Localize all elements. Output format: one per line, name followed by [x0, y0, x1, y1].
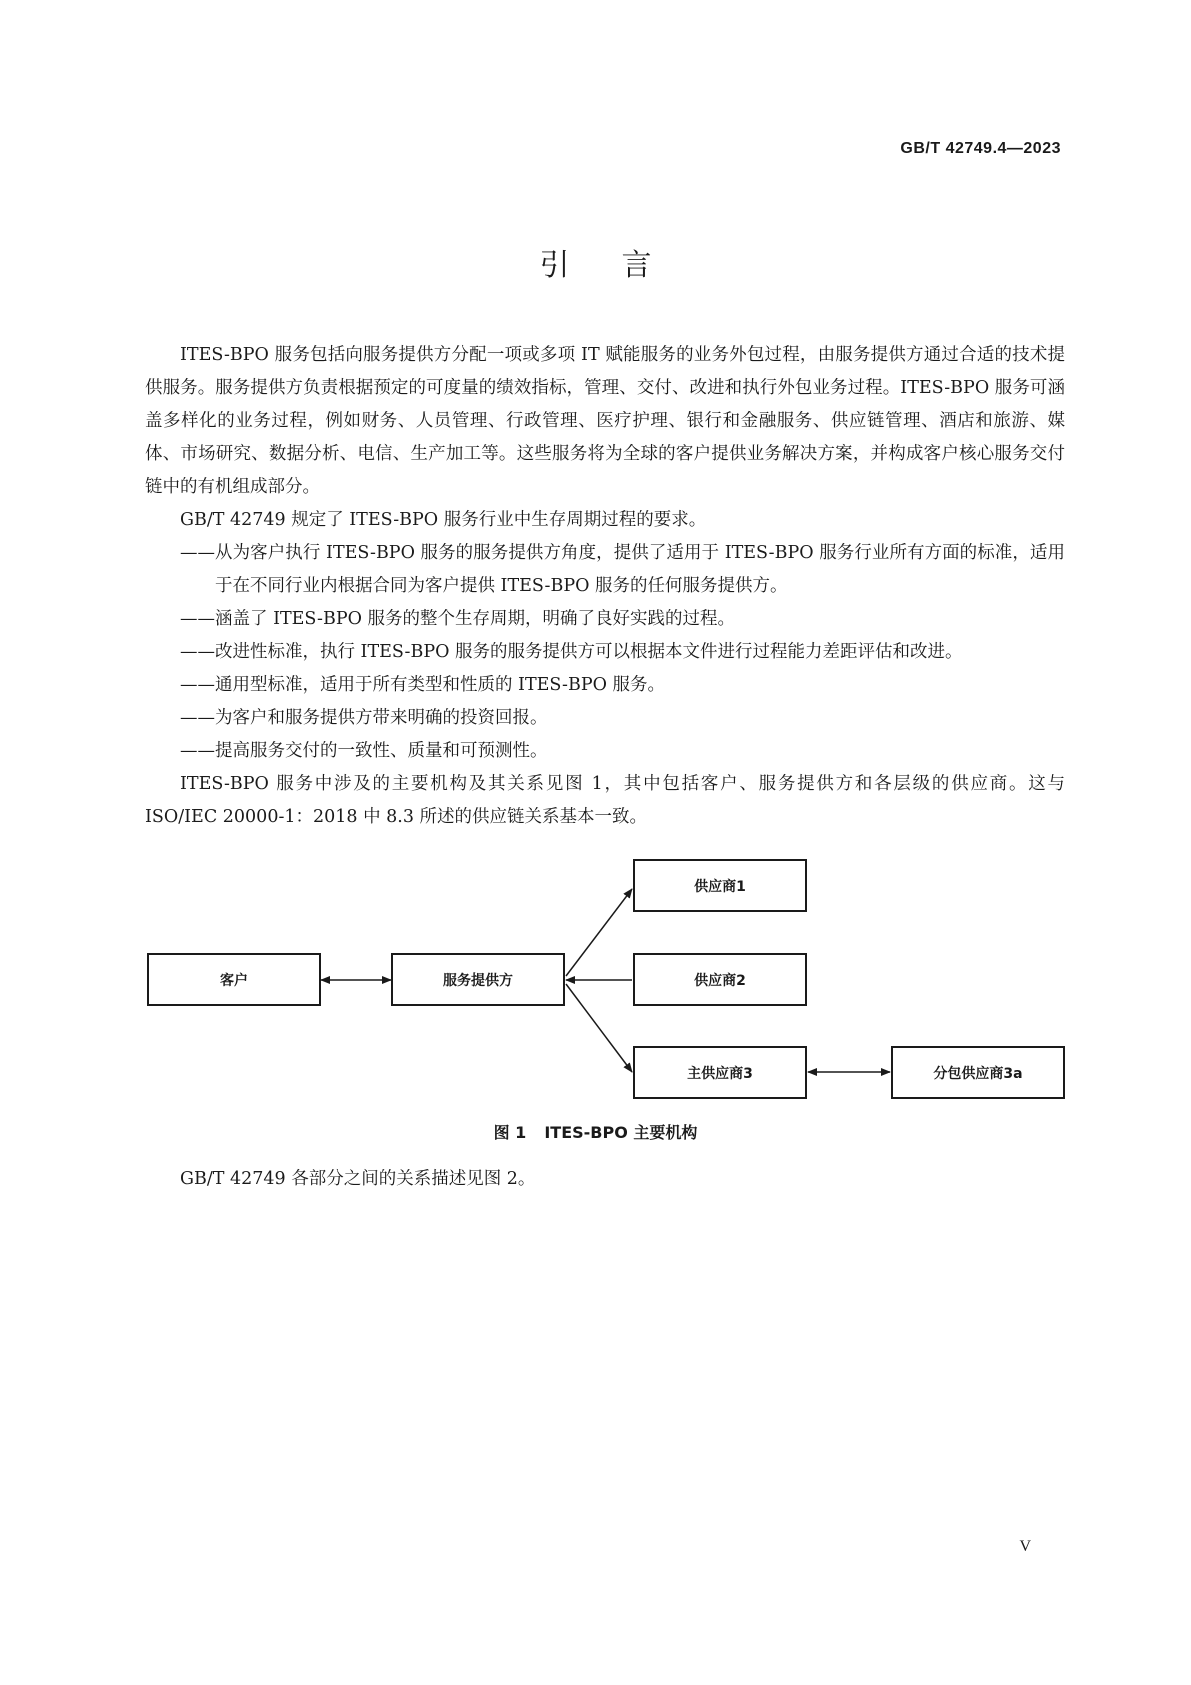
- figure-caption-number: 图 1: [493, 1123, 527, 1142]
- provider-supplier1-connector: [566, 889, 632, 976]
- intro-paragraph: GB/T 42749 规定了 ITES-BPO 服务行业中生存周期过程的要求。: [180, 510, 707, 530]
- list-item: ——从为客户执行 ITES-BPO 服务的服务提供方角度，提供了适用于 ITES-BPO 服务行业所有方面的标准，适用于在不同行业内根据合同为客户提供 ITES-BPO 服务的任何服务提供方。: [180, 543, 1065, 596]
- list-item: ——涵盖了 ITES-BPO 服务的整个生存周期，明确了良好实践的过程。: [180, 609, 736, 629]
- figure-1-diagram: [0, 840, 1191, 1100]
- diagram-canvas: [0, 840, 1191, 1100]
- provider-supplier3-connector: [566, 984, 632, 1072]
- list-item: ——通用型标准，适用于所有类型和性质的 ITES-BPO 服务。: [180, 675, 666, 695]
- list-item: ——为客户和服务提供方带来明确的投资回报。: [180, 708, 548, 728]
- page-number: V: [1019, 1538, 1031, 1555]
- figure-caption: [0, 1120, 1191, 1143]
- page-title: 引言: [539, 248, 704, 283]
- intro-paragraph: ITES-BPO 服务包括向服务提供方分配一项或多项 IT 赋能服务的业务外包过程，由服务提供方通过合适的技术提供服务。服务提供方负责根据预定的可度量的绩效指标，管理、交付、改进和执行外包业务过程。ITES-BPO 服务可涵盖多样化的业务过程，例如财务、人员管理、行政管理、医疗护理、银行和金融服务、供应链管理、酒店和旅游、媒体、市场研究、数据分析、电信、生产加工等。这些服务将为全球的客户提供业务解决方案，并构成客户核心服务交付链中的有机组成部分。: [145, 345, 1065, 497]
- figure-caption-title: ITES-BPO 主要机构: [544, 1123, 698, 1142]
- provider-label: 服务提供方: [443, 973, 513, 989]
- lead-supplier3-label: 主供应商3: [687, 1066, 753, 1082]
- figure-reference-paragraph: ITES-BPO 服务中涉及的主要机构及其关系见图 1，其中包括客户、服务提供方和各层级的供应商。这与 ISO/IEC 20000-1：2018 中 8.3 所述的供应链关系基本一致。: [145, 774, 1065, 827]
- standard-code: GB/T 42749.4—2023: [900, 140, 1061, 157]
- list-item: ——改进性标准，执行 ITES-BPO 服务的服务提供方可以根据本文件进行过程能力差距评估和改进。: [180, 642, 963, 662]
- after-figure-section: [145, 1163, 1065, 1196]
- sub-supplier3a-label: 分包供应商3a: [933, 1066, 1023, 1082]
- supplier1-label: 供应商1: [694, 879, 746, 895]
- supplier2-label: 供应商2: [694, 973, 746, 989]
- customer-label: 客户: [220, 973, 248, 989]
- intro-section: [145, 339, 1065, 834]
- list-item: ——提高服务交付的一致性、质量和可预测性。: [180, 741, 548, 761]
- after-figure-paragraph: GB/T 42749 各部分之间的关系描述见图 2。: [180, 1169, 536, 1189]
